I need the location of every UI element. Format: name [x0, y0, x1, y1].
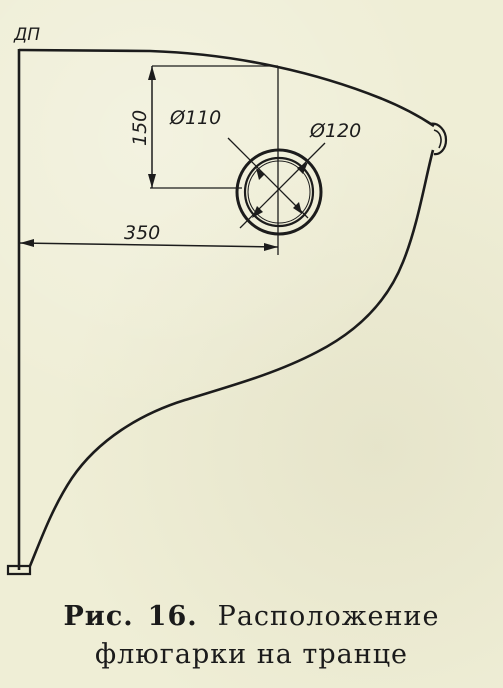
arrow-right-icon — [264, 243, 278, 251]
arrow-left-icon — [20, 239, 34, 247]
arrow-up-icon — [148, 66, 156, 80]
transom-contour — [30, 150, 433, 566]
diameter-label-110: Ø110 — [170, 107, 222, 129]
gunwale-tip — [430, 124, 446, 154]
figure-caption-line1 — [0, 600, 503, 634]
caption-title-line2: флюгарки на транце — [94, 639, 409, 670]
gunwale-tip-inner — [434, 130, 441, 148]
transom-top-edge — [19, 50, 434, 126]
centerline-label: ДП — [14, 25, 41, 45]
arrow-diameter-outer-b-icon — [252, 206, 263, 218]
arrow-down-icon — [148, 174, 156, 188]
vent-outer-ring — [237, 150, 321, 234]
caption-label: Рис. — [63, 601, 134, 632]
caption-number: 16. — [147, 601, 198, 632]
caption-title-line1: Расположение — [217, 601, 440, 632]
dimension-label-350: 350 — [124, 222, 161, 244]
dimension-label-150: 150 — [129, 109, 151, 146]
figure-caption-line2 — [0, 638, 503, 672]
diameter-label-120: Ø120 — [310, 120, 362, 142]
